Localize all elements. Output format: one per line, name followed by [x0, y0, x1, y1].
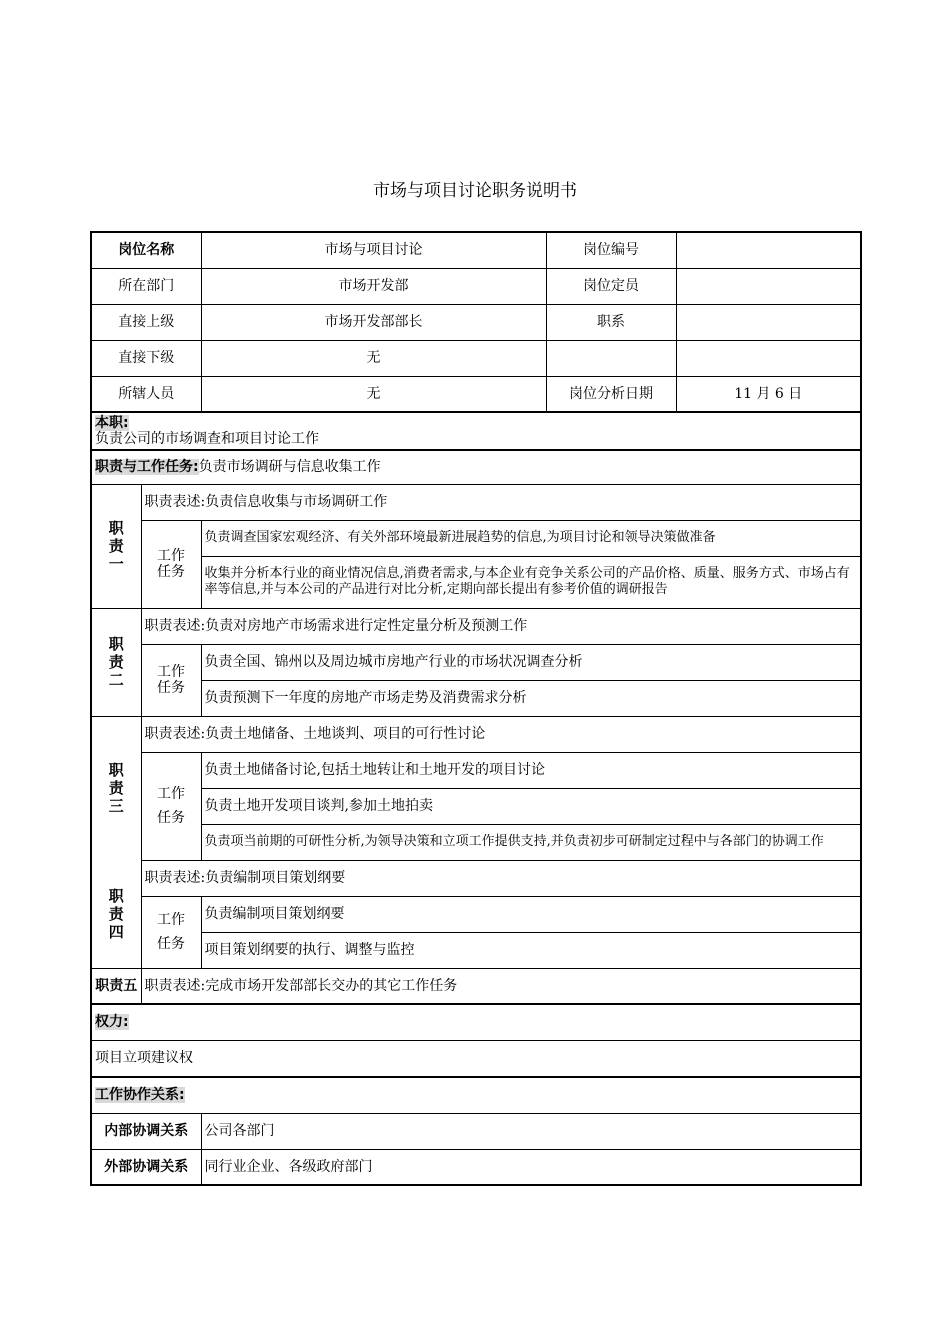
duties-header-row: [91, 450, 861, 484]
label-headcount: 岗位定员: [546, 268, 676, 304]
label-position-number: 岗位编号: [546, 232, 676, 268]
duty-2-task-row: [91, 680, 861, 716]
external-relation-label: 外部协调关系: [91, 1149, 201, 1185]
info-row-position: [91, 232, 861, 268]
duty-4-task-row: [91, 896, 861, 932]
duty-1-task-2: 收集并分析本行业的商业情况信息,消费者需求,与本企业有竞争关系公司的产品价格、质量、服务方式、市场占有率等信息,并与本公司的产品进行对比分析,定期向部长提出有参考价值的调研报告: [201, 556, 861, 608]
quanli-label-row: [91, 1004, 861, 1040]
info-row-subordinate: [91, 340, 861, 376]
duty-5-label: 职责五: [91, 968, 141, 1004]
quanli-label: 权力:: [95, 1014, 129, 1031]
internal-relation-row: [91, 1113, 861, 1149]
duty-3-task-row: [91, 824, 861, 860]
duty-1-task-1: 负责调查国家宏观经济、有关外部环境最新进展趋势的信息,为项目讨论和领导决策做准备: [201, 520, 861, 556]
xiezuo-label: 工作协作关系:: [95, 1087, 185, 1104]
duty-2-task-2: 负责预测下一年度的房地产市场走势及消费需求分析: [201, 680, 861, 716]
label-analysis-date: 岗位分析日期: [546, 376, 676, 412]
value-staff: 无: [201, 376, 546, 412]
duty-3-task-1: 负责土地储备讨论,包括土地转让和土地开发的项目讨论: [201, 752, 861, 788]
duty-2-label: 职责二: [91, 608, 141, 716]
value-headcount: [676, 268, 861, 304]
duty-3-task-row: [91, 752, 861, 788]
quanli-text-row: [91, 1040, 861, 1077]
info-row-department: [91, 268, 861, 304]
duty-4-label: 职责四: [91, 860, 141, 968]
duty-3-label: 职责三: [91, 716, 141, 860]
duty-4-task-row: [91, 932, 861, 968]
label-superior: 直接上级: [91, 304, 201, 340]
value-department: 市场开发部: [201, 268, 546, 304]
duty-1-label: 职责一: [91, 484, 141, 608]
label-staff: 所辖人员: [91, 376, 201, 412]
duty-4-task-1: 负责编制项目策划纲要: [201, 896, 861, 932]
benzhi-text: 负责公司的市场调查和项目讨论工作: [95, 431, 319, 447]
duty-3-task-2: 负责土地开发项目谈判,参加土地拍卖: [201, 788, 861, 824]
duty-5-desc: 职责表述:完成市场开发部部长交办的其它工作任务: [141, 968, 861, 1004]
duty-4-task-label: 工作任务: [141, 896, 201, 968]
duty-1-task-row: [91, 520, 861, 556]
duty-1-desc-row: [91, 484, 861, 520]
duty-4-desc-row: [91, 860, 861, 896]
duty-1-task-row: [91, 556, 861, 608]
value-analysis-date: 11 月 6 日: [676, 376, 861, 412]
external-relation-text: 同行业企业、各级政府部门: [201, 1149, 861, 1185]
duty-3-task-row: [91, 788, 861, 824]
empty-cell: [676, 340, 861, 376]
internal-relation-label: 内部协调关系: [91, 1113, 201, 1149]
duty-4-desc: 职责表述:负责编制项目策划纲要: [141, 860, 861, 896]
quanli-text: 项目立项建议权: [91, 1040, 861, 1077]
duty-3-task-3: 负责项当前期的可研性分析,为领导决策和立项工作提供支持,并负责初步可研制定过程中与各部门的协调工作: [201, 824, 861, 860]
value-position-name: 市场与项目讨论: [201, 232, 546, 268]
value-job-family: [676, 304, 861, 340]
job-description-table: [90, 231, 860, 1186]
duty-2-task-label: 工作任务: [141, 644, 201, 716]
label-subordinate: 直接下级: [91, 340, 201, 376]
duty-4-task-2: 项目策划纲要的执行、调整与监控: [201, 932, 861, 968]
info-row-superior: [91, 304, 861, 340]
duty-2-desc: 职责表述:负责对房地产市场需求进行定性定量分析及预测工作: [141, 608, 861, 644]
duties-header-text: 负责市场调研与信息收集工作: [198, 459, 381, 476]
external-relation-row: [91, 1149, 861, 1185]
duty-2-task-1: 负责全国、锦州以及周边城市房地产行业的市场状况调查分析: [201, 644, 861, 680]
duty-1-desc: 职责表述:负责信息收集与市场调研工作: [141, 484, 861, 520]
duty-2-task-row: [91, 644, 861, 680]
info-row-staff: [91, 376, 861, 412]
duty-3-desc-row: [91, 716, 861, 752]
benzhi-row: [91, 412, 861, 450]
duty-2-desc-row: [91, 608, 861, 644]
value-superior: 市场开发部部长: [201, 304, 546, 340]
benzhi-label: 本职:: [95, 415, 129, 431]
duty-3-task-label: 工作任务: [141, 752, 201, 860]
duty-1-task-label: 工作任务: [141, 520, 201, 608]
value-position-number: [676, 232, 861, 268]
empty-cell: [546, 340, 676, 376]
duty-5-row: [91, 968, 861, 1004]
internal-relation-text: 公司各部门: [201, 1113, 861, 1149]
label-department: 所在部门: [91, 268, 201, 304]
label-position-name: 岗位名称: [91, 232, 201, 268]
document-title: 市场与项目讨论职务说明书: [373, 181, 577, 201]
duty-3-desc: 职责表述:负责土地储备、土地谈判、项目的可行性讨论: [141, 716, 861, 752]
xiezuo-label-row: [91, 1077, 861, 1113]
value-subordinate: 无: [201, 340, 546, 376]
duties-header-label: 职责与工作任务:: [95, 459, 199, 476]
label-job-family: 职系: [546, 304, 676, 340]
